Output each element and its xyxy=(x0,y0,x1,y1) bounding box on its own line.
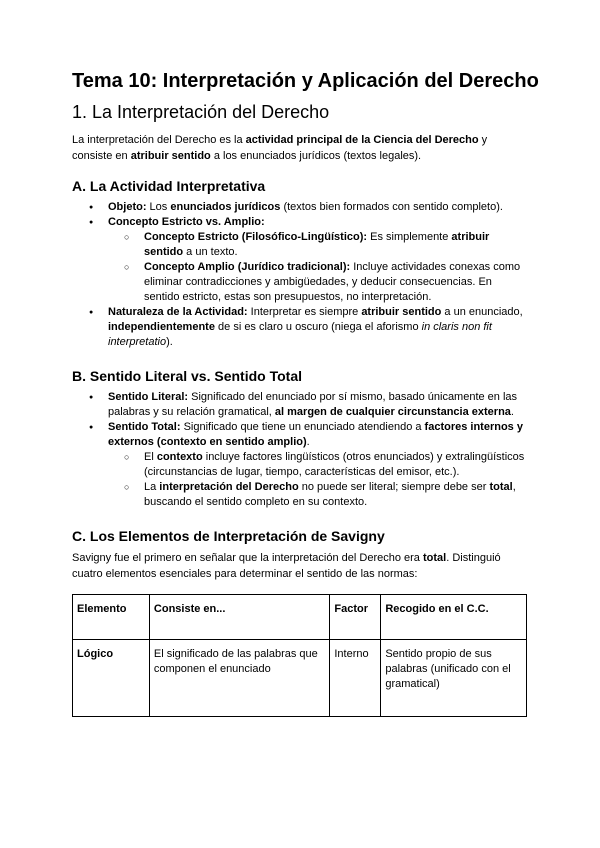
table-cell-elemento: Lógico xyxy=(73,640,150,717)
table-header-row xyxy=(73,595,527,640)
table-header-cell: Consiste en... xyxy=(149,595,329,640)
subsection-c-heading: C. Los Elementos de Interpretación de Savigny xyxy=(72,528,385,544)
list-item-concepto-amplio: ○ Concepto Amplio (Jurídico tradicional): Incluye actividades conexas como eliminar contradicciones y ambigüedades, y deducir consecuencias. En sentido estricto, estas son presupuestos, no interpretación. xyxy=(108,260,528,305)
list-item-concepto-estricto: ○ Concepto Estricto (Filosófico-Lingüístico): Es simplemente atribuir sentido a un texto. xyxy=(108,230,528,260)
subsection-a-list xyxy=(72,200,528,350)
list-item-objeto: ● Objeto: Los enunciados jurídicos (textos bien formados con sentido completo). xyxy=(72,200,528,215)
subsection-b-list xyxy=(72,390,528,510)
page-title: Tema 10: Interpretación y Aplicación del Derecho xyxy=(72,70,539,92)
sublist-total xyxy=(108,450,528,510)
table-cell-factor: Interno xyxy=(330,640,381,717)
list-item-total: ● Sentido Total: Significado que tiene un enunciado atendiendo a factores internos y externos (contexto en sentido amplio). ○ El contexto incluye factores lingüísticos (otros enunciados) y extralingüísticos (circunstancias de lugar, tiempo, características del emisor, etc.). ○ La interpretación del Derecho no puede ser literal; siempre debe ser total, buscando el sentido completo en su contexto. xyxy=(72,420,528,510)
table-header-cell: Elemento xyxy=(73,595,150,640)
subsection-b-heading: B. Sentido Literal vs. Sentido Total xyxy=(72,368,302,384)
table-cell-recogido: Sentido propio de sus palabras (unificado con el gramatical) xyxy=(381,640,527,717)
list-item-concepto: ● Concepto Estricto vs. Amplio: ○ Concepto Estricto (Filosófico-Lingüístico): Es simplemente atribuir sentido a un texto. ○ Concepto Amplio (Jurídico tradicional): Incluye actividades conexas como eliminar contradicciones y ambigüedades, y deducir consecuencias. En sentido estricto, estas son presupuestos, no interpretación. xyxy=(72,215,528,305)
table-row xyxy=(73,640,527,717)
table-header-cell: Factor xyxy=(330,595,381,640)
table-header-cell: Recogido en el C.C. xyxy=(381,595,527,640)
sublist-concepto xyxy=(108,230,528,305)
subsection-a-heading: A. La Actividad Interpretativa xyxy=(72,178,266,194)
list-item-contexto: ○ El contexto incluye factores lingüísticos (otros enunciados) y extralingüísticos (circunstancias de lugar, tiempo, características del emisor, etc.). xyxy=(108,450,528,480)
section-intro: La interpretación del Derecho es la actividad principal de la Ciencia del Derecho y consiste en atribuir sentido a los enunciados jurídicos (textos legales). xyxy=(72,134,488,162)
section-heading: 1. La Interpretación del Derecho xyxy=(72,102,330,122)
list-item-naturaleza: ● Naturaleza de la Actividad: Interpretar es siempre atribuir sentido a un enunciado, independientemente de si es claro u oscuro (niega el aforismo in claris non fit interpretatio). xyxy=(72,305,528,350)
subsection-c-intro: Savigny fue el primero en señalar que la interpretación del Derecho era total. Distinguió cuatro elementos esenciales para determinar el sentido de las normas: xyxy=(72,552,501,580)
list-item-interpretacion: ○ La interpretación del Derecho no puede ser literal; siempre debe ser total, buscando el sentido completo en su contexto. xyxy=(108,480,528,510)
document-page xyxy=(72,68,539,717)
savigny-table xyxy=(72,594,527,717)
table-cell-consiste: El significado de las palabras que componen el enunciado xyxy=(149,640,329,717)
list-item-literal: ● Sentido Literal: Significado del enunciado por sí mismo, basado únicamente en las palabras y su relación gramatical, al margen de cualquier circunstancia externa. xyxy=(72,390,528,420)
